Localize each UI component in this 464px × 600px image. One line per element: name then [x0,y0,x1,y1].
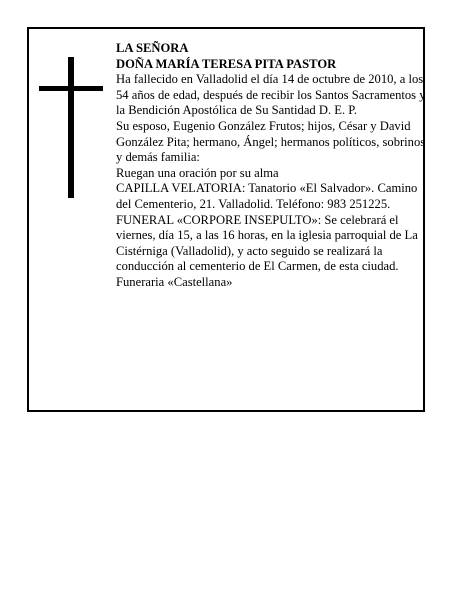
death-announcement: Ha fallecido en Valladolid el día 14 de octubre de 2010, a los 54 años de edad, después de recibir los Santos Sacramentos y la Bendición Apostólica de Su Santidad D. E. P. [116,72,426,118]
obituary-notice [27,27,425,412]
cross-vertical-bar [68,57,74,198]
cross-horizontal-bar [39,86,103,91]
funeral-home: Funeraria «Castellana» [116,274,233,289]
notice-heading-title: LA SEÑORA [116,41,189,55]
family-list: Su esposo, Eugenio González Frutos; hijos, César y David González Pita; hermano, Ángel; hermanos políticos, sobrinos y demás familia: [116,118,426,165]
wake-chapel-info: CAPILLA VELATORIA: Tanatorio «El Salvador». Camino del Cementerio, 21. Valladolid. Teléfono: 983 251225. [116,181,418,211]
notice-body [116,41,426,291]
prayer-request: Ruegan una oración por su alma [116,165,279,180]
deceased-name: DOÑA MARÍA TERESA PITA PASTOR [116,56,337,71]
funeral-info: FUNERAL «CORPORE INSEPULTO»: Se celebrará el viernes, día 15, a las 16 horas, en la iglesia parroquial de La Cistérniga (Valladolid), y acto seguido se realizará la conducción al cementerio de El Carmen, de esta ciudad. [116,212,418,274]
